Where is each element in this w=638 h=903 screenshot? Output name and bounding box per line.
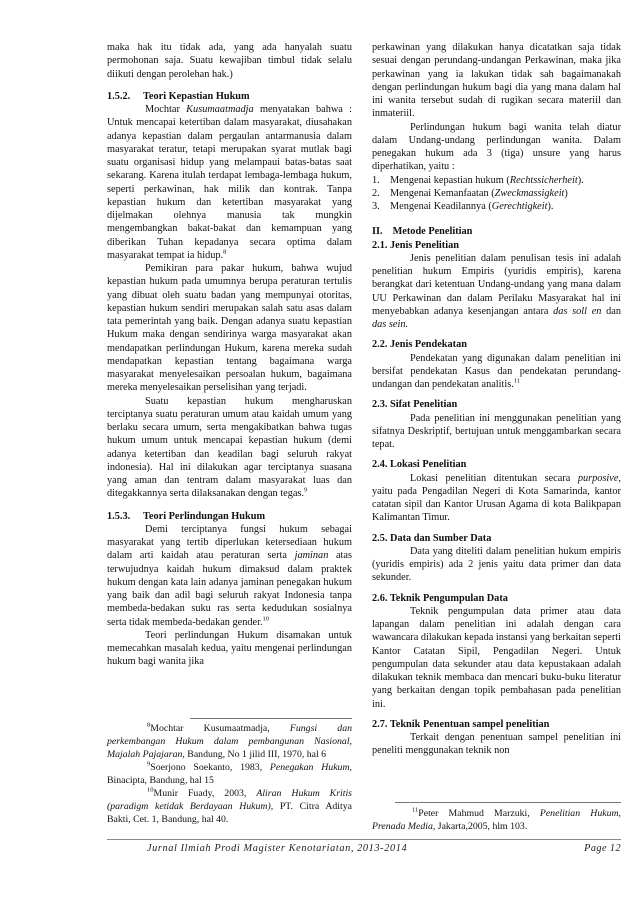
- section-heading-ii: II. Metode Penelitian: [372, 226, 473, 238]
- paragraph: Demi terciptanya fungsi hukum sebagai masyarakat yang tertib diperlukan ketersediaan hukum dalam arti kaidah atau peraturan serta jaminan atas terwujudnya kaidah hukum dimaksud dalam praktek hukum dengan kata lain adanya jaminan penegakan hukum yang baik dan adil bagi seluruh rakyat Indonesia tanpa membeda-bedakan suku ras serta kedudukan sosialnya serta tidak membeda-bedakan gender.$^{10}$: [107, 523, 353, 628]
- legal-elements-list: [372, 174, 621, 214]
- footnote-10: $^{10}$Munir Fuady, 2003, Aliran Hukum Kritis (paradigm ketidak Berdayaan Hukum), PT. Citra Aditya Bakti, Cet. 1, Bandung, hal 40.: [107, 786, 352, 825]
- subsection-heading: 2.1. Jenis Penelitian: [372, 239, 459, 251]
- subsection-heading: 2.3. Sifat Penelitian: [372, 399, 458, 411]
- paragraph: Suatu kepastian hukum mengharuskan terciptanya suatu peraturan umum atau kaidah umum yang berlaku secara umum, serta mengakibatkan bahwa tugas hukum umum untuk mencapai kepastian hukum (demi adanya ketertiban dan keadilan bagi seluruh rakyat indonesia). Hal ini dilakukan agar terciptanya suasana yang aman dan tentram dalam masyarakat luas dan ditegakkannya serta dilaksanakan dengan tegas.$^9$: [107, 395, 352, 500]
- paragraph: Jenis penelitian dalam penulisan tesis ini adalah penelitian hukum Empiris (yuridis empiris), karena berangkat dari ketentuan Undang-undang yang mana dalam UU Perkawinan dan dalam Perilaku Masyarakat hal ini menyebabkan adanya kesenjangan antara das soll en dan das sein.: [372, 252, 621, 330]
- paragraph: Pendekatan yang digunakan dalam penelitian ini bersifat pendekatan Kasus dan pendekatan perundang-undangan dan pendekatan analitis.$^{11}$: [372, 352, 621, 390]
- subsection-heading: 2.4. Lokasi Penelitian: [372, 459, 467, 471]
- section-heading-1-5-3: 1.5.3. Teori Perlindungan Hukum: [107, 510, 266, 522]
- paragraph: Mochtar Kusumaatmadja menyatakan bahwa : Untuk mencapai ketertiban dalam masyarakat, diusahakan adanya kepastian dalam pergaulan antarmanusia dalam masyarakat teratur, tetapi merupakan syarat mutlak bagi suatu organisasi hidup yang melampaui batas-batas saat sekarang. Karena itulah terdapat lembaga-lembaga hukum, seperti perkawinan, hak milik dan kontrak. Tanpa kepastian hukum dan ketertiban masyarakat yang dijelmakan olehnya manusia tak mungkin mengembangkan bakat-bakat dan kemampuan yang diberikan Tuhan kepadanya secara optima dalam masyarakat tempat ia hidup.$^8$: [107, 104, 352, 261]
- section-heading-1-5-2: 1.5.2. Teori Kepastian Hukum: [107, 90, 250, 102]
- paragraph: maka hak itu tidak ada, yang ada hanyalah suatu permohonan saja. Suatu kewajiban timbul tidak selalu diikuti dengan perolehan hak.): [107, 42, 352, 80]
- paragraph: Perlindungan hukum bagi wanita telah diatur dalam Undang-undang perlindungan wanita. Dalam penegakan hukum ada 3 (tiga) unsure yang harus diperhatikan, yaitu :: [372, 121, 621, 173]
- journal-title: Jurnal Ilmiah Prodi Magister Kenotariatan, 2013-2014: [147, 843, 408, 854]
- footnote-9: $^9$Soerjono Soekanto, 1983, Penegakan Hukum, Binacipta, Bandung, hal 15: [107, 760, 352, 786]
- paragraph: Terkait dengan penentuan sampel penelitian ini peneliti menggunakan teknik non: [372, 732, 621, 757]
- paragraph: Teknik pengumpulan data primer atau data lapangan dalam penelitian ini adalah dengan cara wawancara dilakukan kepada instansi yang berkaitan seperti Kantor Catatan Sipil, Pengadilan Negeri. Untuk pengumpulan data sekunder atau data kepustakaan adalah dilakukan teknik membaca dan mencari buku-buku literatur yang berkaitan dengan topik pembahasan pada penelitian ini.: [372, 605, 621, 710]
- page-footer: [107, 839, 621, 860]
- list-item: 2. Mengenai Kemanfaatan (Zweckmassigkeit): [372, 187, 568, 199]
- subsection-heading: 2.7. Teknik Penentuan sampel penelitian: [372, 718, 550, 730]
- footnote-11: $^{11}$Peter Mahmud Marzuki, Penelitian Hukum, Prenada Media, Jakarta,2005, hlm 103.: [372, 806, 621, 832]
- left-column: [107, 41, 352, 669]
- footnote-ref[interactable]: 8: [223, 248, 227, 256]
- paragraph: perkawinan yang dilakukan hanya dicatatkan saja tidak sesuai dengan perundang-undangan Perkawinan, maka jika perkawinan yang ia lakukan tidak sah bagaimanakah dengan perlindungan hukum bagi dia yang mana dalam hal ini wanita tersebut sudah di rugikan secara materiil dan inmateriil.: [372, 42, 621, 120]
- footnote-ref[interactable]: 11: [513, 377, 521, 385]
- paragraph: Pemikiran para pakar hukum, bahwa wujud kepastian hukum pada umumnya berupa peraturan tertulis yang dibuat oleh suatu badan yang mempunyai otoritas, kepastian hukum sendiri merupakan salah satu asas dalam tata pemerintah yang baik. Dengan adanya suatu kepastian Hukum maka dengan sendirinya warga masyarakat akan mendapatkan perlindungan Hukum, karena mereka sudah mendapatkan kepastian tentang bagaimana warga masyarakat menyelesaikan persoalan hukum, bagaimana mereka menyelesaikan perselisihan yang terjadi.: [107, 263, 352, 394]
- paragraph: Lokasi penelitian ditentukan secara purposive, yaitu pada Pengadilan Negeri di Kota Samarinda, kantor catatan sipil dan Kantor Urusan Agama di kota Balikpapan Kalimantan Timur.: [372, 472, 621, 524]
- page-number: Page 12: [584, 843, 621, 854]
- right-column: [372, 41, 621, 758]
- subsection-heading: 2.2. Jenis Pendekatan: [372, 339, 467, 351]
- paragraph: Data yang diteliti dalam penelitian hukum empiris (yuridis empiris) ada 2 jenis yaitu data primer dan data sekunder.: [372, 545, 621, 584]
- subsection-heading: 2.6. Teknik Pengumpulan Data: [372, 592, 508, 604]
- footnote-ref[interactable]: 9: [304, 486, 308, 494]
- footnote-divider: [395, 802, 621, 803]
- list-item: 3. Mengenai Keadilannya (Gerechtigkeit).: [372, 201, 554, 212]
- subsection-heading: 2.5. Data dan Sumber Data: [372, 532, 492, 544]
- paragraph: Teori perlindungan Hukum disamakan untuk memecahkan masalah kedua, yaitu mengenai perlindungan hukum bagi wanita jika: [107, 629, 352, 668]
- left-footnotes: [107, 722, 352, 826]
- footnote-8: $^8$Mochtar Kusumaatmadja, Fungsi dan perkembangan Hukum dalam pembangunan Nasional, Majalah Pajajaran, Bandung, No 1 jilid III, 1970, hal 6: [107, 721, 352, 760]
- right-footnotes: [372, 807, 621, 833]
- paragraph: Pada penelitian ini menggunakan penelitian yang sifatnya Deskriptif, bertujuan untuk menggambarkan secara tepat.: [372, 412, 621, 450]
- list-item: 1. Mengenai kepastian hukum (Rechtssicherheit).: [372, 174, 584, 186]
- footnote-ref[interactable]: 10: [262, 615, 270, 623]
- footnote-divider: [190, 718, 352, 719]
